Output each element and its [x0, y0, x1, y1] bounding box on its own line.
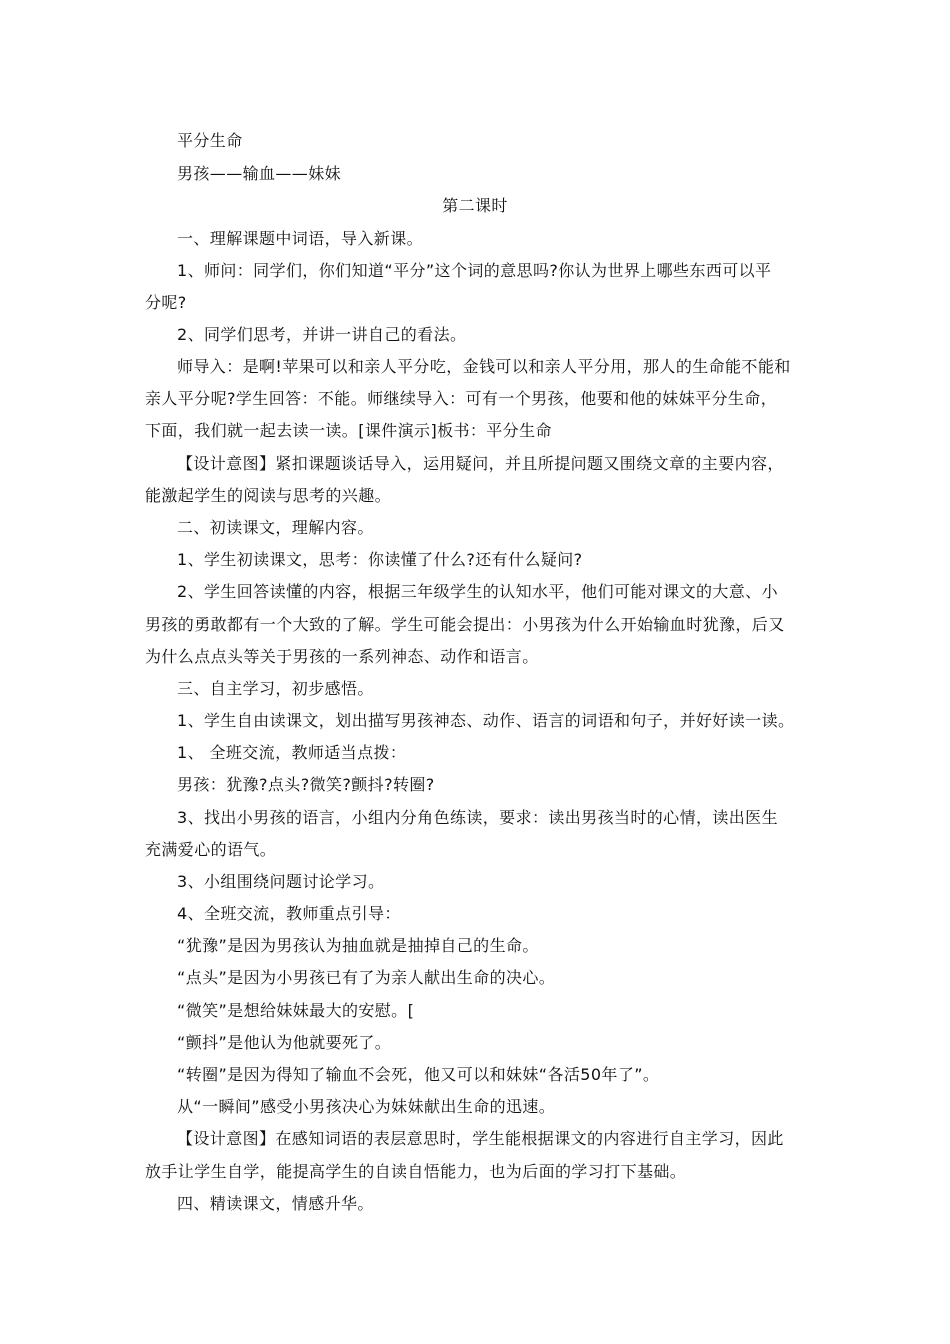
paragraph-line: 2、同学们思考，并讲一讲自己的看法。: [177, 325, 467, 344]
paragraph-line: “犹豫”是因为男孩认为抽血就是抽掉自己的生命。: [177, 936, 539, 955]
paragraph-line: 3、找出小男孩的语言，小组内分角色练读，要求：读出男孩当时的心情，读出医生: [177, 808, 778, 827]
section-heading-2: 二、初读课文，理解内容。: [177, 518, 374, 537]
paragraph-line: 男孩：犹豫?点头?微笑?颤抖?转圈?: [177, 775, 435, 794]
paragraph-line: 从“一瞬间”感受小男孩决心为妹妹献出生命的迅速。: [177, 1097, 556, 1116]
paragraph-line: 1、师问：同学们，你们知道“平分”这个词的意思吗?你认为世界上哪些东西可以平: [177, 261, 772, 280]
paragraph-line: “颤抖”是他认为他就要死了。: [177, 1033, 392, 1052]
paragraph-line: “微笑”是想给妹妹最大的安慰。[: [177, 1001, 415, 1020]
paragraph-line: 分呢?: [145, 293, 187, 312]
paragraph-line: 1、学生初读课文，思考：你读懂了什么?还有什么疑问?: [177, 550, 583, 569]
paragraph-line: 下面，我们就一起去读一读。[课件演示]板书：平分生命: [145, 421, 552, 440]
paragraph-line: 男孩的勇敢都有一个大致的了解。学生可能会提出：小男孩为什么开始输血时犹豫，后又: [145, 615, 785, 634]
paragraph-line: “转圈”是因为得知了输血不会死，他又可以和妹妹“各活50年了”。: [177, 1065, 660, 1084]
design-intent-line: 【设计意图】在感知词语的表层意思时，学生能根据课文的内容进行自主学习，因此: [177, 1129, 784, 1148]
paragraph-line: 亲人平分呢?学生回答：不能。师继续导入：可有一个男孩，他要和他的妹妹平分生命，: [145, 389, 778, 408]
text-lesson-heading: 第二课时: [442, 196, 508, 215]
text-title: 平分生命: [177, 131, 243, 150]
design-intent-line: 【设计意图】紧扣课题谈话导入，运用疑问，并且所提问题又围绕文章的主要内容，: [177, 454, 784, 473]
section-heading-4: 四、精读课文，情感升华。: [177, 1194, 374, 1213]
design-intent-line: 能激起学生的阅读与思考的兴趣。: [145, 486, 392, 505]
design-intent-line: 放手让学生自学，能提高学生的自读自悟能力，也为后面的学习打下基础。: [145, 1162, 687, 1181]
paragraph-line: 1、 全班交流，教师适当点拨：: [177, 743, 407, 762]
paragraph-line: 为什么点点头等关于男孩的一系列神态、动作和语言。: [145, 647, 539, 666]
paragraph-line: 2、学生回答读懂的内容，根据三年级学生的认知水平，他们可能对课文的大意、小: [177, 582, 778, 601]
paragraph-line: 充满爱心的语气。: [145, 840, 277, 859]
paragraph-line: 1、学生自由读课文，划出描写男孩神态、动作、语言的词语和句子，并好好读一读。: [177, 711, 795, 730]
paragraph-line: 3、小组围绕问题讨论学习。: [177, 872, 385, 891]
section-heading-1: 一、理解课题中词语，导入新课。: [177, 229, 424, 248]
paragraph-line: 师导入：是啊!苹果可以和亲人平分吃，金钱可以和亲人平分用，那人的生命能不能和: [177, 357, 791, 376]
paragraph-line: “点头”是因为小男孩已有了为亲人献出生命的决心。: [177, 968, 556, 987]
text-blackboard-line: 男孩——输血——妹妹: [177, 164, 342, 183]
section-heading-3: 三、自主学习，初步感悟。: [177, 679, 374, 698]
paragraph-line: 4、全班交流，教师重点引导：: [177, 904, 401, 923]
